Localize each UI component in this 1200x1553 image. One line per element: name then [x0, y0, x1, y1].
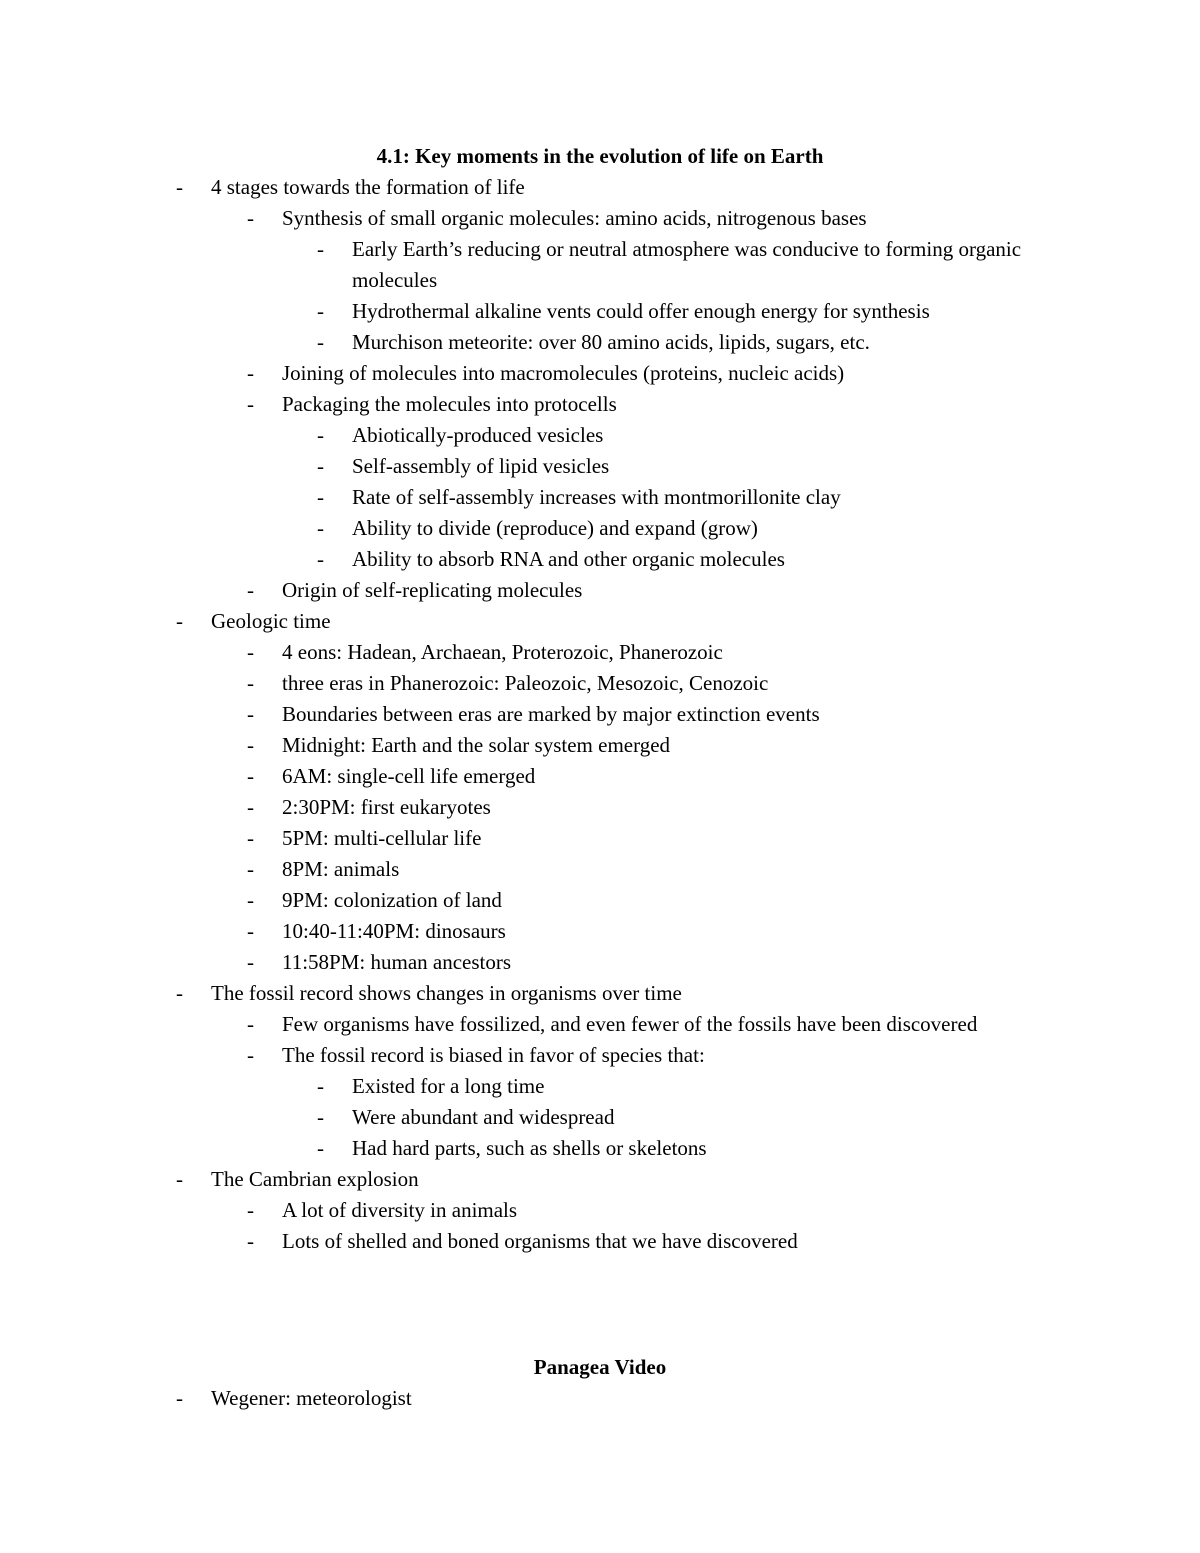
bullet-dash: -	[317, 423, 324, 447]
list-item-text: Ability to divide (reproduce) and expand (grow)	[352, 516, 758, 540]
list-item	[0, 947, 1200, 978]
list-item-text: three eras in Phanerozoic: Paleozoic, Mesozoic, Cenozoic	[282, 671, 769, 695]
list-item-text: Ability to absorb RNA and other organic molecules	[352, 547, 785, 571]
list-item-text: Geologic time	[211, 609, 331, 633]
list-item	[0, 699, 1200, 730]
list-item	[0, 296, 1200, 327]
bullet-dash: -	[247, 640, 254, 664]
bullet-dash: -	[247, 702, 254, 726]
list-item-text: 2:30PM: first eukaryotes	[282, 795, 491, 819]
list-item-text: Wegener: meteorologist	[211, 1386, 412, 1410]
bullet-dash: -	[247, 888, 254, 912]
bullet-dash: -	[247, 919, 254, 943]
bullet-dash: -	[176, 1167, 183, 1191]
bullet-dash: -	[176, 175, 183, 199]
bullet-dash: -	[247, 795, 254, 819]
bullet-dash: -	[247, 733, 254, 757]
notes-list	[0, 172, 1200, 1257]
list-item-text: Were abundant and widespread	[352, 1105, 615, 1129]
list-item-text: 9PM: colonization of land	[282, 888, 502, 912]
list-item	[0, 885, 1200, 916]
list-item	[0, 978, 1200, 1009]
list-item	[0, 916, 1200, 947]
list-item	[0, 730, 1200, 761]
list-item-text: Packaging the molecules into protocells	[282, 392, 617, 416]
section-heading: Panagea Video	[533, 1355, 667, 1379]
bullet-dash: -	[317, 299, 324, 323]
list-item-text: Had hard parts, such as shells or skeletons	[352, 1136, 707, 1160]
bullet-dash: -	[247, 1043, 254, 1067]
list-item-text: Synthesis of small organic molecules: amino acids, nitrogenous bases	[282, 206, 867, 230]
list-item-text: The Cambrian explosion	[211, 1167, 419, 1191]
bullet-dash: -	[247, 1012, 254, 1036]
bullet-dash: -	[317, 485, 324, 509]
list-item	[0, 451, 1200, 482]
list-item	[0, 544, 1200, 575]
list-item-text: Origin of self-replicating molecules	[282, 578, 583, 602]
list-item	[0, 575, 1200, 606]
list-item	[0, 1195, 1200, 1226]
bullet-dash: -	[176, 1386, 183, 1410]
list-item-text: Existed for a long time	[352, 1074, 545, 1098]
list-item	[0, 1009, 1200, 1040]
list-item	[0, 854, 1200, 885]
list-item-text: Abiotically-produced vesicles	[352, 423, 604, 447]
list-item-text: The fossil record is biased in favor of species that:	[282, 1043, 705, 1067]
list-item-text: Early Earth’s reducing or neutral atmosphere was conducive to forming organic molecules	[352, 237, 1022, 292]
list-item	[0, 668, 1200, 699]
list-item-text: Self-assembly of lipid vesicles	[352, 454, 610, 478]
list-item	[0, 1133, 1200, 1164]
list-item-text: 10:40-11:40PM: dinosaurs	[282, 919, 506, 943]
list-item	[0, 420, 1200, 451]
bullet-dash: -	[317, 1074, 324, 1098]
list-item	[0, 761, 1200, 792]
bullet-dash: -	[247, 392, 254, 416]
notes-list	[0, 1383, 1200, 1414]
list-item	[0, 823, 1200, 854]
list-item	[0, 1164, 1200, 1195]
bullet-dash: -	[317, 1105, 324, 1129]
list-item	[0, 1040, 1200, 1071]
list-item-text: Boundaries between eras are marked by major extinction events	[282, 702, 820, 726]
bullet-dash: -	[247, 578, 254, 602]
bullet-dash: -	[247, 857, 254, 881]
bullet-dash: -	[317, 547, 324, 571]
list-item	[0, 606, 1200, 637]
list-item-text: The fossil record shows changes in organisms over time	[211, 981, 682, 1005]
bullet-dash: -	[247, 1229, 254, 1253]
bullet-dash: -	[317, 330, 324, 354]
bullet-dash: -	[247, 950, 254, 974]
bullet-dash: -	[247, 671, 254, 695]
list-item-text: 11:58PM: human ancestors	[282, 950, 512, 974]
bullet-dash: -	[317, 1136, 324, 1160]
bullet-dash: -	[247, 826, 254, 850]
list-item	[0, 1102, 1200, 1133]
bullet-dash: -	[247, 1198, 254, 1222]
bullet-dash: -	[247, 361, 254, 385]
bullet-dash: -	[317, 237, 324, 261]
list-item-text: A lot of diversity in animals	[282, 1198, 518, 1222]
list-item	[0, 327, 1200, 358]
list-item-text: 8PM: animals	[282, 857, 400, 881]
bullet-dash: -	[247, 206, 254, 230]
list-item	[0, 1383, 1200, 1414]
list-item-text: Hydrothermal alkaline vents could offer enough energy for synthesis	[352, 299, 930, 323]
list-item-text: 5PM: multi-cellular life	[282, 826, 482, 850]
list-item	[0, 389, 1200, 420]
list-item	[0, 482, 1200, 513]
list-item	[0, 203, 1200, 234]
list-item-text: Rate of self-assembly increases with montmorillonite clay	[352, 485, 841, 509]
list-item	[0, 234, 1200, 296]
bullet-dash: -	[176, 609, 183, 633]
list-item-text: Murchison meteorite: over 80 amino acids, lipids, sugars, etc.	[352, 330, 870, 354]
list-item-text: Lots of shelled and boned organisms that we have discovered	[282, 1229, 798, 1253]
list-item-text: Midnight: Earth and the solar system emerged	[282, 733, 671, 757]
list-item-text: Few organisms have fossilized, and even fewer of the fossils have been discovered	[282, 1012, 978, 1036]
bullet-dash: -	[317, 454, 324, 478]
list-item-text: Joining of molecules into macromolecules (proteins, nucleic acids)	[282, 361, 845, 385]
list-item	[0, 1071, 1200, 1102]
list-item	[0, 172, 1200, 203]
list-item	[0, 792, 1200, 823]
bullet-dash: -	[176, 981, 183, 1005]
section-heading: 4.1: Key moments in the evolution of life on Earth	[376, 144, 824, 168]
bullet-dash: -	[317, 516, 324, 540]
bullet-dash: -	[247, 764, 254, 788]
list-item	[0, 358, 1200, 389]
list-item-text: 4 eons: Hadean, Archaean, Proterozoic, Phanerozoic	[282, 640, 723, 664]
list-item	[0, 1226, 1200, 1257]
list-item	[0, 637, 1200, 668]
list-item	[0, 513, 1200, 544]
list-item-text: 4 stages towards the formation of life	[211, 175, 525, 199]
list-item-text: 6AM: single-cell life emerged	[282, 764, 536, 788]
